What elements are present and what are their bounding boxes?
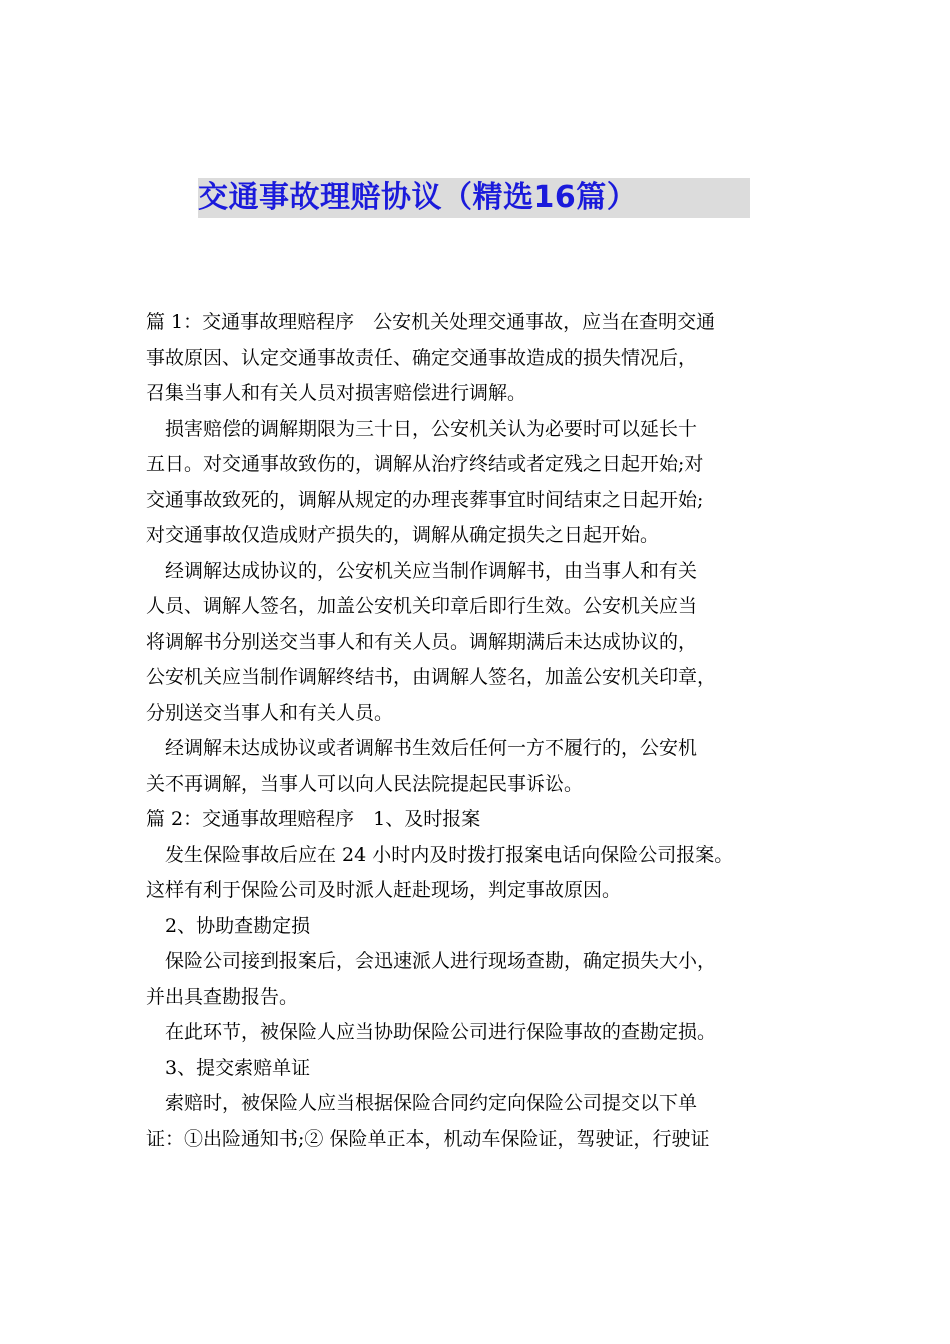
text-line: 篇 1：交通事故理赔程序 公安机关处理交通事故，应当在查明交通 (146, 311, 716, 333)
text-line: 分别送交当事人和有关人员。 (146, 701, 394, 724)
text-line: 篇 2：交通事故理赔程序 1、及时报案 (146, 808, 481, 830)
text-line: 经调解达成协议的，公安机关应当制作调解书，由当事人和有关 (146, 559, 698, 582)
text-line: 2、协助查勘定损 (146, 914, 311, 937)
text-line: 发生保险事故后应在 24 小时内及时拨打报案电话向保险公司报案。 (146, 843, 734, 866)
text-line: 并出具查勘报告。 (146, 985, 299, 1008)
text-line: 保险公司接到报案后，会迅速派人进行现场查勘，确定损失大小， (146, 950, 717, 972)
text-line: 关不再调解，当事人可以向人民法院提起民事诉讼。 (146, 772, 584, 795)
text-line: 人员、调解人签名，加盖公安机关印章后即行生效。公安机关应当 (146, 595, 698, 617)
title-highlight (198, 178, 750, 218)
text-line: 索赔时，被保险人应当根据保险合同约定向保险公司提交以下单 (146, 1092, 698, 1114)
text-line: 3、提交索赔单证 (146, 1056, 311, 1079)
text-line: 损害赔偿的调解期限为三十日，公安机关认为必要时可以延长十 (146, 417, 698, 440)
text-line: 公安机关应当制作调解终结书，由调解人签名，加盖公安机关印章， (146, 666, 717, 688)
text-line: 证：①出险通知书;② 保险单正本，机动车保险证，驾驶证，行驶证 (146, 1127, 710, 1150)
text-line: 这样有利于保险公司及时派人赶赴现场，判定事故原因。 (146, 879, 622, 901)
text-line: 经调解未达成协议或者调解书生效后任何一方不履行的，公安机 (146, 737, 698, 759)
document-body (146, 305, 836, 1157)
text-line: 将调解书分别送交当事人和有关人员。调解期满后未达成协议的， (146, 630, 698, 653)
text-line: 事故原因、认定交通事故责任、确定交通事故造成的损失情况后， (146, 346, 698, 369)
document-title: 交通事故理赔协议（精选16篇） (198, 180, 638, 215)
text-line: 召集当事人和有关人员对损害赔偿进行调解。 (146, 382, 527, 404)
text-line: 交通事故致死的，调解从规定的办理丧葬事宜时间结束之日起开始; (146, 488, 704, 511)
text-line: 对交通事故仅造成财产损失的，调解从确定损失之日起开始。 (146, 524, 660, 546)
text-line: 在此环节，被保险人应当协助保险公司进行保险事故的查勘定损。 (146, 1021, 717, 1043)
text-line: 五日。对交通事故致伤的，调解从治疗终结或者定残之日起开始;对 (146, 453, 704, 475)
